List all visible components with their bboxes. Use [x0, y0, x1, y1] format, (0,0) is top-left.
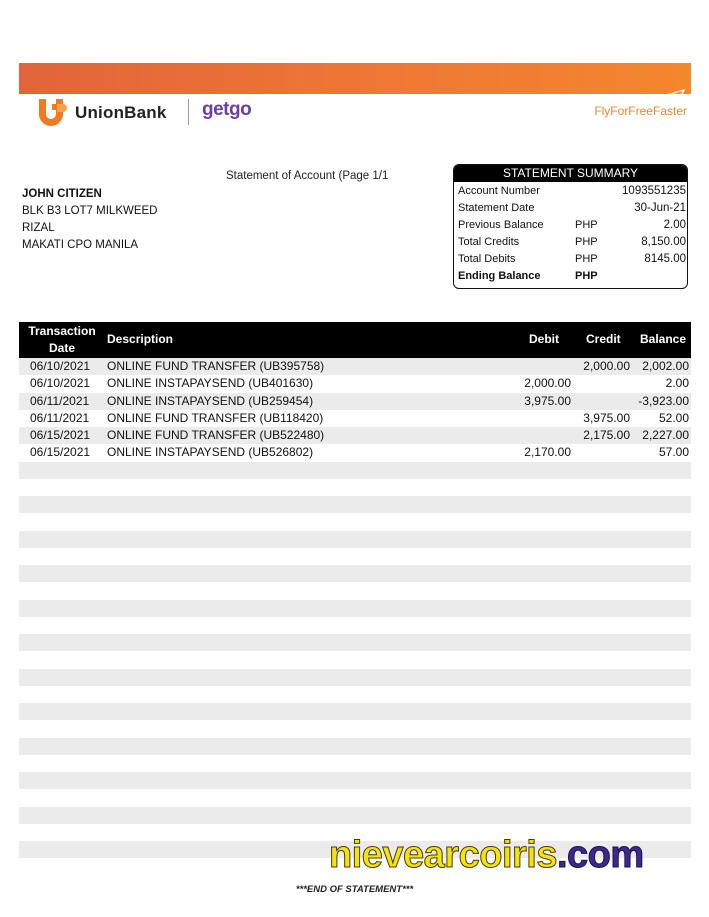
cell-balance: 2,227.00	[642, 428, 689, 442]
table-row	[19, 427, 691, 444]
table-row	[19, 375, 691, 392]
cell-credit: 3,975.00	[583, 410, 630, 425]
summary-row-statement-date	[454, 199, 687, 216]
table-stripe	[19, 669, 691, 686]
table-stripe	[19, 703, 691, 720]
table-row	[19, 444, 691, 461]
cell-credit: 2,175.00	[583, 428, 630, 442]
table-stripe	[19, 548, 691, 565]
table-stripe	[19, 738, 691, 755]
column-header-date-line1: Transaction	[28, 324, 96, 338]
summary-label: Account Number	[458, 185, 540, 197]
table-stripe	[19, 582, 691, 599]
statement-summary-box	[453, 164, 688, 289]
bank-name: UnionBank	[75, 103, 167, 122]
summary-row-total-debits	[454, 250, 687, 267]
table-stripe	[19, 617, 691, 634]
table-row	[19, 358, 691, 375]
summary-label: Previous Balance	[458, 219, 544, 231]
watermark	[329, 834, 644, 877]
column-header-debit: Debit	[529, 332, 559, 346]
summary-currency: PHP	[575, 270, 598, 282]
cell-credit: 2,000.00	[583, 359, 630, 373]
cell-balance: 2.00	[665, 376, 689, 391]
column-header-credit: Credit	[586, 332, 621, 346]
summary-currency: PHP	[575, 219, 598, 231]
customer-name: JOHN CITIZEN	[22, 188, 102, 200]
end-of-statement: ***END OF STATEMENT***	[295, 884, 414, 895]
table-stripe	[19, 772, 691, 789]
summary-label: Statement Date	[458, 202, 535, 214]
summary-row-ending-balance	[454, 267, 687, 284]
table-stripe	[19, 600, 691, 617]
summary-label: Total Debits	[458, 253, 516, 265]
summary-row-account-number	[454, 182, 687, 199]
table-stripe	[19, 531, 691, 548]
cell-description: ONLINE INSTAPAYSEND (UB401630)	[107, 376, 314, 391]
cell-date: 06/10/2021	[30, 376, 91, 391]
brand-tagline: FlyForFreeFaster	[594, 104, 687, 118]
column-header-date-line2: Date	[48, 341, 75, 355]
watermark-part2: .com	[556, 834, 644, 876]
partner-logo: getgo	[202, 99, 252, 120]
summary-label: Ending Balance	[458, 270, 541, 282]
cell-date: 06/11/2021	[30, 393, 90, 408]
watermark-part1: nievearcoiris	[329, 834, 557, 876]
cell-description: ONLINE FUND TRANSFER (UB522480)	[107, 428, 325, 442]
summary-currency: PHP	[575, 236, 598, 248]
summary-row-total-credits	[454, 233, 687, 250]
cell-date: 06/10/2021	[30, 359, 91, 373]
header-banner	[19, 63, 691, 94]
table-stripe	[19, 651, 691, 668]
address-line: MAKATI CPO MANILA	[22, 239, 139, 251]
table-row	[19, 410, 691, 427]
cell-debit: 2,000.00	[524, 376, 571, 391]
cell-date: 06/11/2021	[30, 410, 90, 425]
summary-value: 30-Jun-21	[634, 202, 686, 214]
cell-balance: 57.00	[658, 445, 689, 460]
column-header-description: Description	[107, 332, 174, 346]
cell-debit: 2,170.00	[524, 445, 571, 460]
cell-date: 06/15/2021	[30, 445, 91, 460]
unionbank-logo-icon	[37, 96, 69, 126]
summary-row-previous-balance	[454, 216, 687, 233]
address-line: BLK B3 LOT7 MILKWEED	[22, 205, 158, 217]
table-stripe	[19, 755, 691, 772]
cell-description: ONLINE FUND TRANSFER (UB395758)	[107, 359, 325, 373]
summary-value: 1093551235	[622, 185, 686, 197]
table-stripe	[19, 565, 691, 582]
table-stripe	[19, 462, 691, 479]
cell-description: ONLINE INSTAPAYSEND (UB259454)	[107, 393, 314, 408]
summary-currency: PHP	[575, 253, 598, 265]
table-stripe	[19, 513, 691, 530]
column-header-balance: Balance	[640, 332, 687, 346]
table-stripe	[19, 720, 691, 737]
cell-balance: 52.00	[658, 410, 689, 425]
table-stripe	[19, 496, 691, 513]
table-stripe	[19, 479, 691, 496]
logo-divider	[188, 99, 189, 125]
summary-label: Total Credits	[458, 236, 520, 248]
customer-address-block	[22, 186, 158, 254]
table-stripe	[19, 634, 691, 651]
cell-date: 06/15/2021	[30, 428, 91, 442]
table-stripe	[19, 807, 691, 824]
table-stripe	[19, 686, 691, 703]
transactions-table-header	[19, 322, 691, 358]
column-header-date	[19, 323, 105, 357]
summary-value: 8,150.00	[641, 236, 686, 248]
cell-balance: 2,002.00	[642, 359, 689, 373]
cell-description: ONLINE INSTAPAYSEND (UB526802)	[107, 445, 314, 460]
cell-description: ONLINE FUND TRANSFER (UB118420)	[107, 410, 324, 425]
summary-title: STATEMENT SUMMARY	[454, 165, 687, 182]
statement-page-label: Statement of Account (Page 1/1	[226, 170, 389, 182]
table-row	[19, 393, 691, 410]
cell-balance: -3,923.00	[638, 393, 689, 408]
table-stripe	[19, 789, 691, 806]
summary-value: 8145.00	[644, 253, 686, 265]
transactions-table-body	[19, 358, 691, 462]
cell-debit: 3,975.00	[524, 393, 571, 408]
address-line: RIZAL	[22, 222, 55, 234]
summary-value: 2.00	[663, 219, 686, 231]
airplane-icon	[662, 86, 686, 104]
